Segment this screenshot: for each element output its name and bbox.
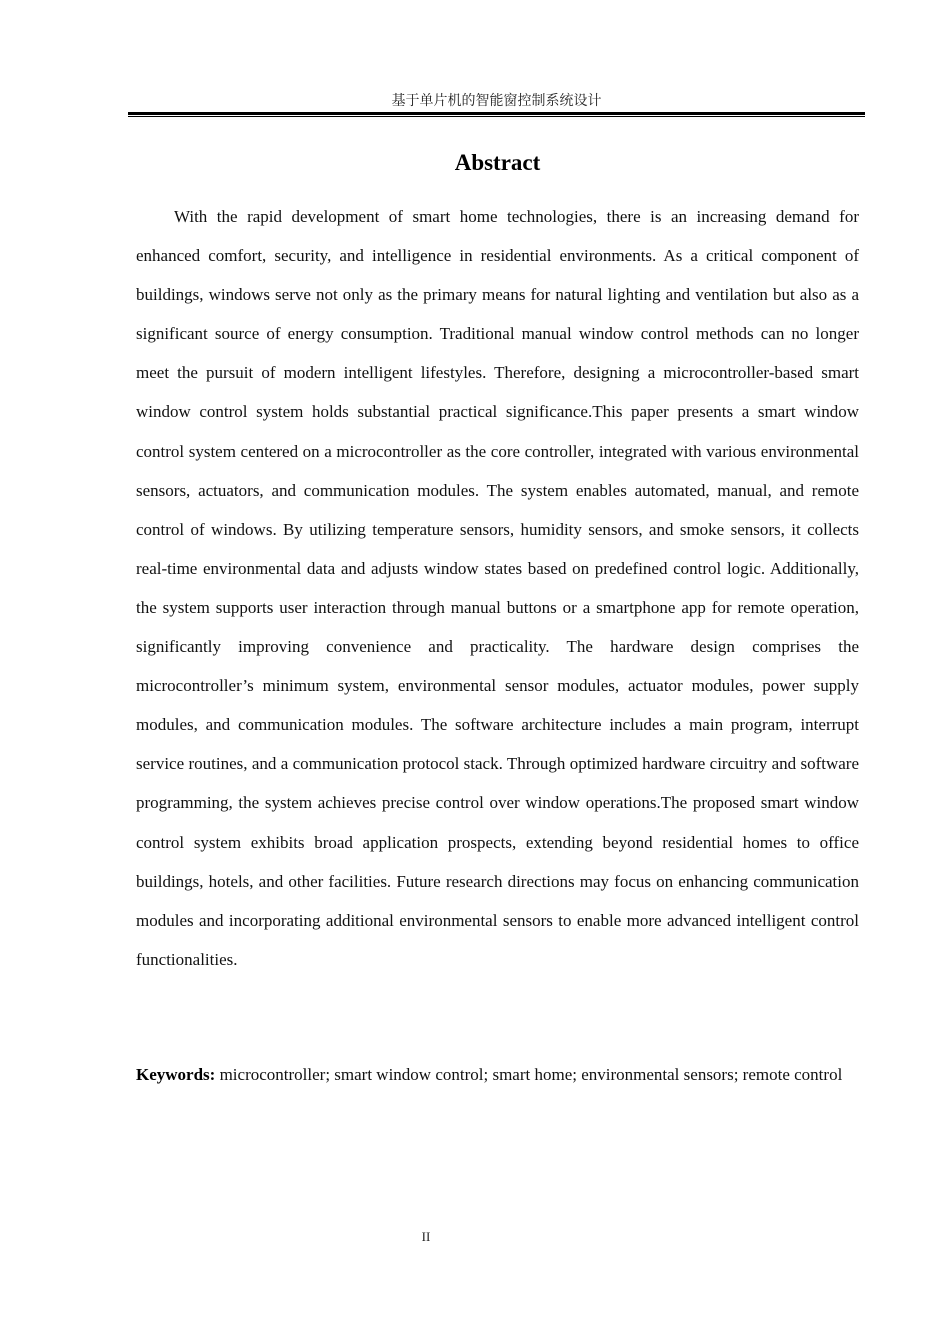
header-double-rule <box>128 112 865 117</box>
abstract-body: With the rapid development of smart home technologies, there is an increasing demand for enhanced comfort, security, and intelligence in residential environments. As a critical component of buildings, windows serve not only as the primary means for natural lighting and ventilation but also as a significant source of energy consumption. Traditional manual window control methods can no longer meet the pursuit of modern intelligent lifestyles. Therefore, designing a microcontroller-based smart window control system holds substantial practical significance.This paper presents a smart window control system centered on a microcontroller as the core controller, integrated with various environmental sensors, actuators, and communication modules. The system enables automated, manual, and remote control of windows. By utilizing temperature sensors, humidity sensors, and smoke sensors, it collects real-time environmental data and adjusts window states based on predefined control logic. Additionally, the system supports user interaction through manual buttons or a smartphone app for remote operation, significantly improving convenience and practicality. The hardware design comprises the microcontroller’s minimum system, environmental sensor modules, actuator modules, power supply modules, and communication modules. The software architecture includes a main program, interrupt service routines, and a communication protocol stack. Through optimized hardware circuitry and software programming, the system achieves precise control over window operations.The proposed smart window control system exhibits broad application prospects, extending beyond residential homes to office buildings, hotels, and other facilities. Future research directions may focus on enhancing communication modules and incorporating additional environmental sensors to enable more advanced intelligent control functionalities. <box>136 207 859 969</box>
page-number: II <box>421 1229 431 1244</box>
abstract-title: Abstract <box>454 150 541 175</box>
keywords-label: Keywords: <box>136 1065 216 1084</box>
keywords-paragraph <box>136 1055 859 1094</box>
running-header: 基于单片机的智能窗控制系统设计 <box>391 93 602 109</box>
keywords-list: microcontroller; smart window control; smart home; environmental sensors; remote control <box>219 1065 843 1084</box>
